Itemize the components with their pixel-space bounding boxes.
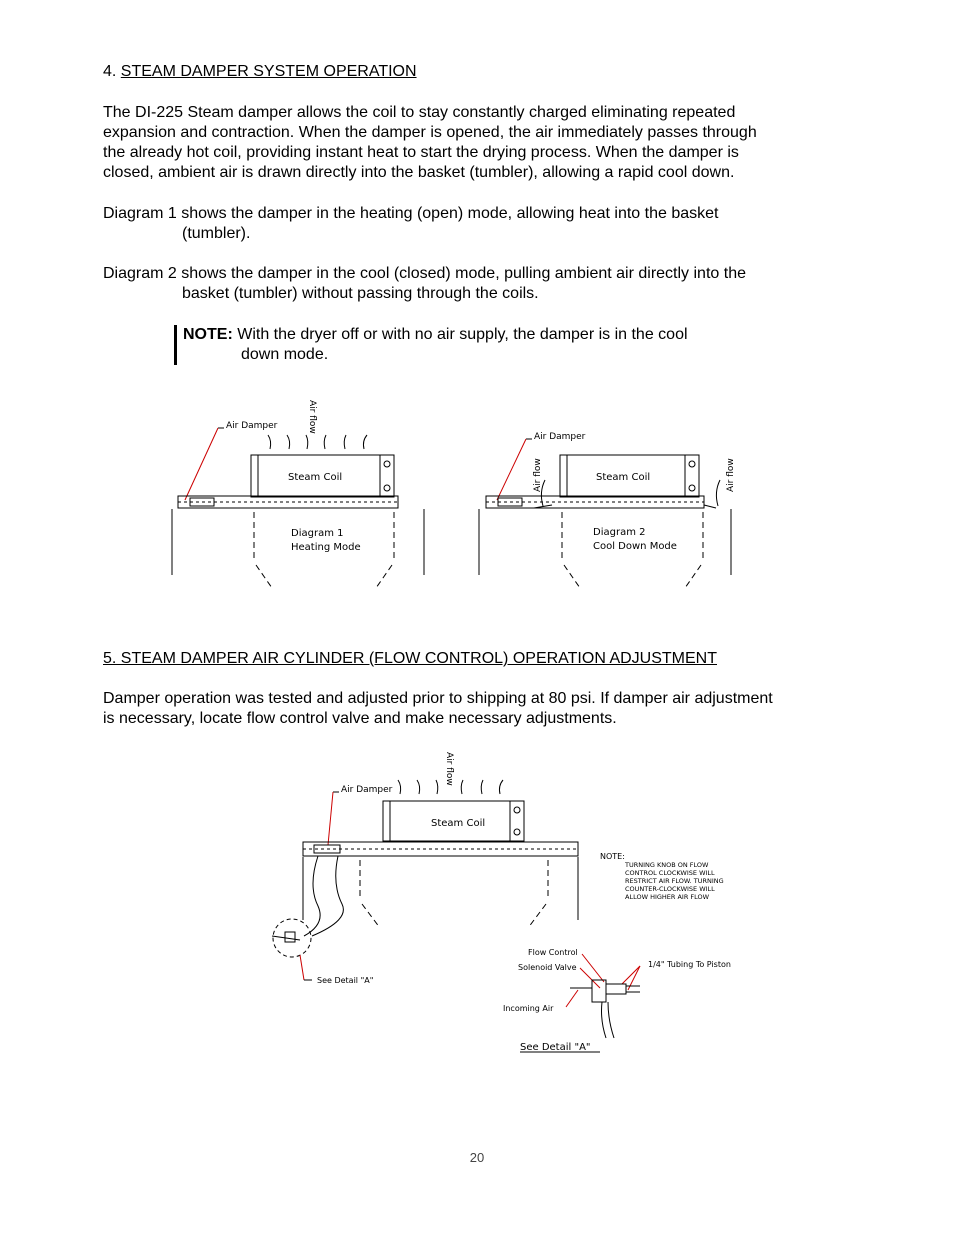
note-label: NOTE: [183, 326, 233, 343]
diagram3-note-line1: TURNING KNOB ON FLOW [625, 861, 709, 869]
tubing-label: 1/4" Tubing To Piston [648, 960, 731, 969]
diagram3-steam-coil-label: Steam Coil [431, 818, 486, 829]
solenoid-valve-label: Solenoid Valve [518, 963, 577, 972]
diagram3-note-line3: RESTRICT AIR FLOW. TURNING [625, 877, 724, 885]
section5-heading: 5. STEAM DAMPER AIR CYLINDER (FLOW CONTROL) OPERATION ADJUSTMENT [103, 650, 717, 667]
page-number: 20 [469, 1150, 485, 1165]
section5-paragraph: Damper operation was tested and adjusted prior to shipping at 80 psi. If damper air adjustment is necessary, locate flow control valve and make necessary adjustments. [103, 690, 773, 727]
diagram3-note-line2: CONTROL CLOCKWISE WILL [625, 869, 715, 877]
detail-a-caption: See Detail "A" [520, 1042, 591, 1053]
diagram2-title: Diagram 2 [593, 527, 646, 538]
diagram1-air-damper-label: Air Damper [226, 421, 278, 431]
diagram1-air-flow-label: Air flow [307, 400, 317, 434]
diagram3-note-line5: ALLOW HIGHER AIR FLOW [625, 893, 710, 901]
section4-heading: 4. STEAM DAMPER SYSTEM OPERATION [103, 63, 417, 80]
diagram3-air-flow-label: Air flow [444, 752, 454, 786]
diagram-2 [479, 439, 731, 588]
diagram2-mode: Cool Down Mode [593, 541, 677, 552]
flow-control-label: Flow Control [528, 948, 578, 957]
diagram2-air-flow-right-label: Air flow [726, 458, 736, 492]
diagram-1 [172, 428, 424, 588]
diagram2-air-flow-left-label: Air flow [533, 458, 543, 492]
section4-paragraph-3: Diagram 2 shows the damper in the cool (closed) mode, pulling ambient air directly into the basket (tumbler) without passing through the coils. [103, 265, 746, 302]
diagram1-title: Diagram 1 [291, 528, 344, 539]
diagram2-air-damper-label: Air Damper [534, 432, 586, 442]
diagram3-see-detail-label: See Detail "A" [317, 976, 374, 985]
diagram3-air-damper-label: Air Damper [341, 785, 393, 795]
diagram2-steam-coil-label: Steam Coil [596, 472, 651, 483]
diagram3-note-title: NOTE: [600, 852, 625, 861]
note-block: NOTE: With the dryer off or with no air supply, the damper is in the cool down mode. [183, 326, 688, 363]
diagram1-steam-coil-label: Steam Coil [288, 472, 343, 483]
incoming-air-label: Incoming Air [503, 1004, 554, 1013]
diagram1-mode: Heating Mode [291, 542, 361, 553]
diagram3-note-line4: COUNTER-CLOCKWISE WILL [625, 885, 715, 893]
section4-paragraph-2: Diagram 1 shows the damper in the heating (open) mode, allowing heat into the basket (tumbler). [103, 205, 719, 242]
section4-paragraph-1: The DI-225 Steam damper allows the coil to stay constantly charged eliminating repeated expansion and contraction. When the damper is opened, the air immediately passes through the already hot coil, providing instant heat to start the drying process. When the damper is closed, ambient air is drawn directly into the basket (tumbler), allowing a rapid cool down. [103, 104, 757, 181]
